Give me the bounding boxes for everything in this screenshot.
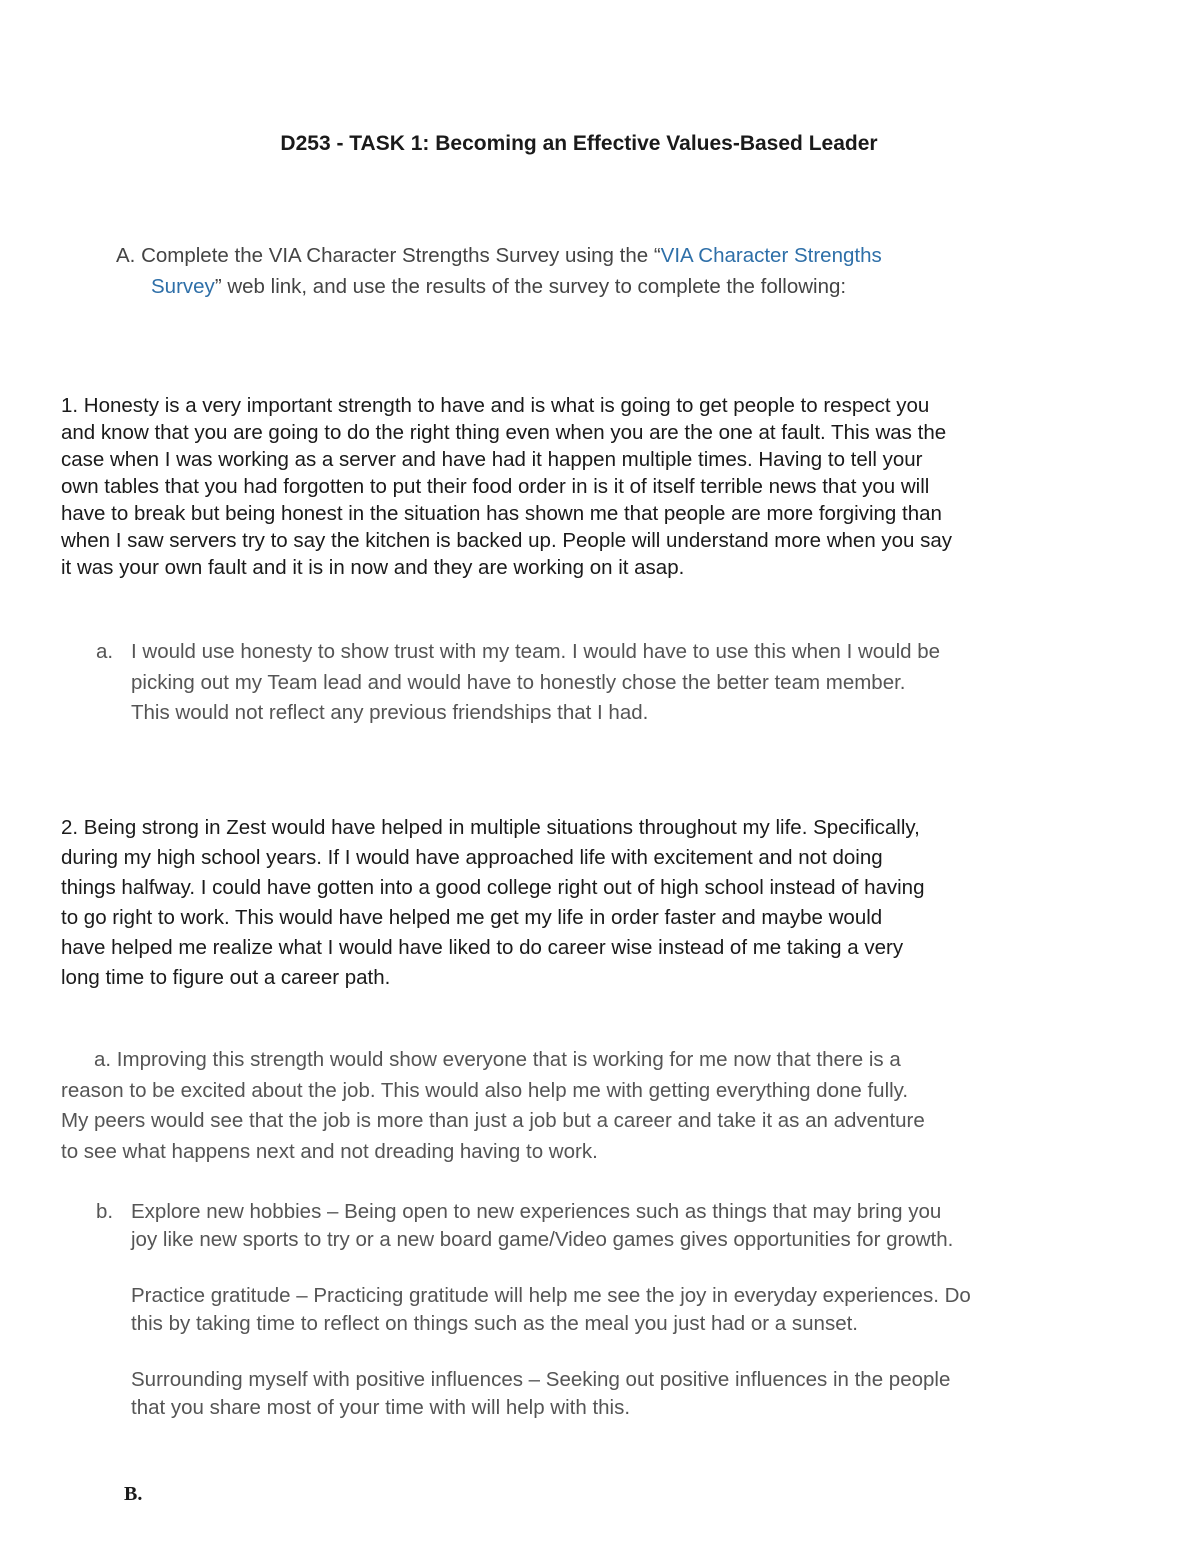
- section2-sub-a: [61, 1045, 1061, 1167]
- text-line: have helped me realize what I would have liked to do career wise instead of me taking a very: [61, 936, 904, 959]
- text-line: My peers would see that the job is more than just a job but a career and take it as an adventure: [61, 1109, 925, 1132]
- intro-suffix: ” web link, and use the results of the survey to complete the following:: [214, 275, 847, 298]
- text-line: Practice gratitude – Practicing gratitude will help me see the joy in everyday experiences. Do: [131, 1284, 971, 1307]
- text-line: I would use honesty to show trust with my team. I would have to use this when I would be: [131, 640, 941, 663]
- text-line: things halfway. I could have gotten into a good college right out of high school instead of having: [61, 876, 925, 899]
- text-line: a. Improving this strength would show everyone that is working for me now that there is a: [94, 1048, 901, 1071]
- text-line: Explore new hobbies – Being open to new experiences such as things that may bring you: [131, 1200, 942, 1223]
- text-line: and know that you are going to do the right thing even when you are the one at fault. This was the: [61, 421, 947, 444]
- text-line: have to break but being honest in the situation has shown me that people are more forgiving than: [61, 502, 942, 525]
- text-line: Surrounding myself with positive influences – Seeking out positive influences in the people: [131, 1368, 951, 1391]
- list-item: [96, 1198, 1106, 1254]
- text-line: to go right to work. This would have helped me get my life in order faster and maybe would: [61, 906, 883, 929]
- section1-paragraph: [61, 392, 1101, 581]
- text-line: it was your own fault and it is in now and they are working on it asap.: [61, 556, 685, 579]
- text-line: when I saw servers try to say the kitchen is backed up. People will understand more when you say: [61, 529, 953, 552]
- text-line: this by taking time to reflect on things such as the meal you just had or a sunset.: [131, 1312, 858, 1335]
- text-line: that you share most of your time with will help with this.: [131, 1396, 631, 1419]
- text-line: picking out my Team lead and would have to honestly chose the better team member.: [131, 670, 906, 694]
- section2-paragraph: [61, 813, 1071, 993]
- intro-paragraph: [116, 240, 1016, 302]
- section-b-heading: B.: [124, 1483, 143, 1505]
- text-line: long time to figure out a career path.: [61, 966, 391, 989]
- section1-sub-a: [96, 637, 1106, 729]
- list-item: [96, 1366, 1106, 1422]
- text-line: reason to be excited about the job. This would also help me with getting everything done fully.: [61, 1078, 909, 1102]
- page-title: D253 - TASK 1: Becoming an Effective Values-Based Leader: [280, 132, 878, 155]
- via-survey-link-line1[interactable]: VIA Character Strengths: [660, 244, 882, 267]
- list-item: [96, 1282, 1106, 1338]
- text-line: to see what happens next and not dreading having to work.: [61, 1139, 598, 1163]
- text-line: during my high school years. If I would have approached life with excitement and not doing: [61, 846, 883, 869]
- text-line: joy like new sports to try or a new board game/Video games gives opportunities for growth.: [131, 1228, 954, 1251]
- text-line: 2. Being strong in Zest would have helped in multiple situations throughout my life. Specifically,: [61, 816, 920, 839]
- section2-sub-b: [96, 1198, 1106, 1450]
- list-marker: a.: [96, 640, 114, 663]
- text-line: 1. Honesty is a very important strength to have and is what is going to get people to respect you: [61, 394, 930, 417]
- text-line: case when I was working as a server and have had it happen multiple times. Having to tell your: [61, 448, 923, 471]
- text-line: own tables that you had forgotten to put their food order in is it of itself terrible news that you will: [61, 475, 930, 498]
- list-marker: b.: [96, 1200, 114, 1223]
- intro-prefix: A. Complete the VIA Character Strengths Survey using the “: [116, 244, 661, 267]
- via-survey-link-line2[interactable]: Survey: [151, 275, 215, 298]
- text-line: This would not reflect any previous friendships that I had.: [131, 701, 649, 724]
